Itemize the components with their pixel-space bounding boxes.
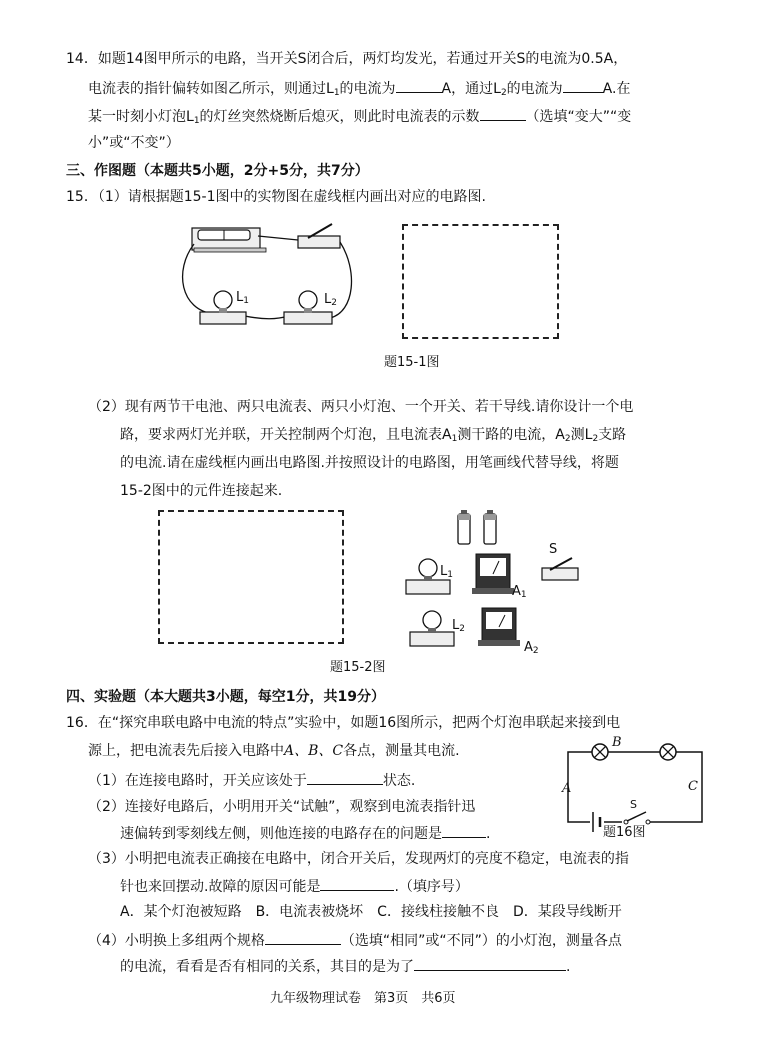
q16-blank-2[interactable] — [442, 823, 486, 838]
q16-line-1: 16．在“探究串联电路中电流的特点”实验中，如题16图所示，把两个灯泡串联起来接到电 — [66, 715, 621, 731]
fig-16-label-a: A — [562, 781, 572, 796]
q15-part-2-line-4: 15-2图中的元件连接起来. — [120, 483, 283, 499]
q16-options: A．某个灯泡被短路 B．电流表被烧坏 C．接线柱接触不良 D．某段导线断开 — [120, 904, 622, 920]
lamp-l2-icon — [410, 611, 454, 646]
section-3-title: 三、作图题（本题共5小题，2分+5分，共7分） — [66, 163, 369, 179]
fig-15-1-physical-circuit — [180, 220, 360, 340]
q15-part-1: 15．（1）请根据题15-1图中的实物图在虚线框内画出对应的电路图. — [66, 189, 486, 205]
fig-15-2-components — [400, 508, 600, 658]
battery-icon — [484, 510, 496, 544]
fig-15-1-label-l2: $L_2$ — [324, 292, 337, 308]
q14-line-1: 14．如题14图甲所示的电路，当开关S闭合后，两灯均发光，若通过开关S的电流为0.5A， — [66, 51, 628, 67]
fig-15-2-label-l2: $L_2$ — [452, 618, 465, 634]
q16-blank-5[interactable] — [414, 956, 566, 971]
fig-16-series-circuit — [560, 735, 710, 830]
fig-16-label-s: S — [630, 798, 637, 811]
answer-box-15-2[interactable] — [158, 510, 344, 644]
q16-sub-3-line-1: （3）小明把电流表正确接在电路中，闭合开关后，发现两灯的亮度不稳定，电流表的指 — [88, 851, 629, 867]
fig-16-label-c: C — [688, 779, 698, 794]
ammeter-a1-icon — [472, 554, 514, 594]
battery-icon — [458, 510, 470, 544]
ammeter-a2-icon — [478, 608, 520, 646]
fig-15-1-label-l1: $L_1$ — [236, 290, 249, 306]
q14-blank-3[interactable] — [480, 106, 526, 121]
q16-blank-3[interactable] — [320, 876, 394, 891]
q16-sub-2-line-1: （2）连接好电路后，小明用开关“试触”，观察到电流表指针迅 — [88, 799, 476, 815]
q14-blank-2[interactable] — [563, 78, 603, 93]
q16-sub-2-line-2: 速偏转到零刻线左侧，则他连接的电路存在的问题是 . — [120, 823, 490, 843]
fig-16-caption: 题16图 — [603, 825, 646, 840]
q16-sub-3-line-2: 针也来回摆动.故障的原因可能是 .（填序号） — [120, 876, 469, 896]
q16-line-2: 源上，把电流表先后接入电路中A、B、C各点，测量其电流. — [88, 743, 460, 759]
fig-16-label-b: B — [612, 735, 622, 750]
q16-blank-1[interactable] — [307, 770, 383, 785]
fig-15-1-caption: 题15-1图 — [384, 355, 440, 370]
q16-sub-1: （1）在连接电路时，开关应该处于 状态. — [88, 770, 415, 790]
section-4-title: 四、实验题（本大题共3小题，每空1分，共19分） — [66, 689, 385, 705]
q15-part-2-line-2: 路，要求两灯光并联，开关控制两个灯泡，且电流表$A_1$测干路的电流，$A_2$测$L_2$支路 — [120, 427, 627, 444]
fig-15-2-label-a2: $A_2$ — [524, 640, 539, 656]
fig-15-2-caption: 题15-2图 — [330, 660, 386, 675]
q14-line-3: 某一时刻小灯泡$L_1$的灯丝突然烧断后熄灭，则此时电流表的示数 （选填“变大”“变 — [88, 106, 631, 130]
q14-line-2: 电流表的指针偏转如图乙所示，则通过$L_1$的电流为 A，通过$L_2$的电流为 A.在 — [88, 78, 630, 102]
fig-15-2-label-l1: $L_1$ — [440, 564, 453, 580]
q14-blank-1[interactable] — [396, 78, 442, 93]
q14-line-4: 小”或“不变”） — [88, 135, 180, 151]
switch-icon — [542, 558, 578, 580]
fig-15-2-label-a1: $A_1$ — [512, 584, 527, 600]
page-footer: 九年级物理试卷 第3页 共6页 — [270, 991, 456, 1006]
lamp-symbol-icon — [592, 744, 608, 760]
battery-symbol-icon — [590, 812, 604, 832]
q16-sub-4-line-1: （4）小明换上多组两个规格 （选填“相同”或“不同”）的小灯泡，测量各点 — [88, 930, 622, 950]
answer-box-15-1[interactable] — [402, 224, 559, 339]
q15-part-2-line-1: （2）现有两节干电池、两只电流表、两只小灯泡、一个开关、若干导线.请你设计一个电 — [88, 399, 634, 415]
lamp-symbol-icon — [660, 744, 676, 760]
q16-sub-4-line-2: 的电流，看看是否有相同的关系，其目的是为了 . — [120, 956, 570, 976]
q16-blank-4[interactable] — [265, 930, 341, 945]
q15-part-2-line-3: 的电流.请在虚线框内画出电路图.并按照设计的电路图，用笔画线代替导线，将题 — [120, 455, 619, 471]
fig-15-2-label-s: S — [549, 542, 558, 557]
